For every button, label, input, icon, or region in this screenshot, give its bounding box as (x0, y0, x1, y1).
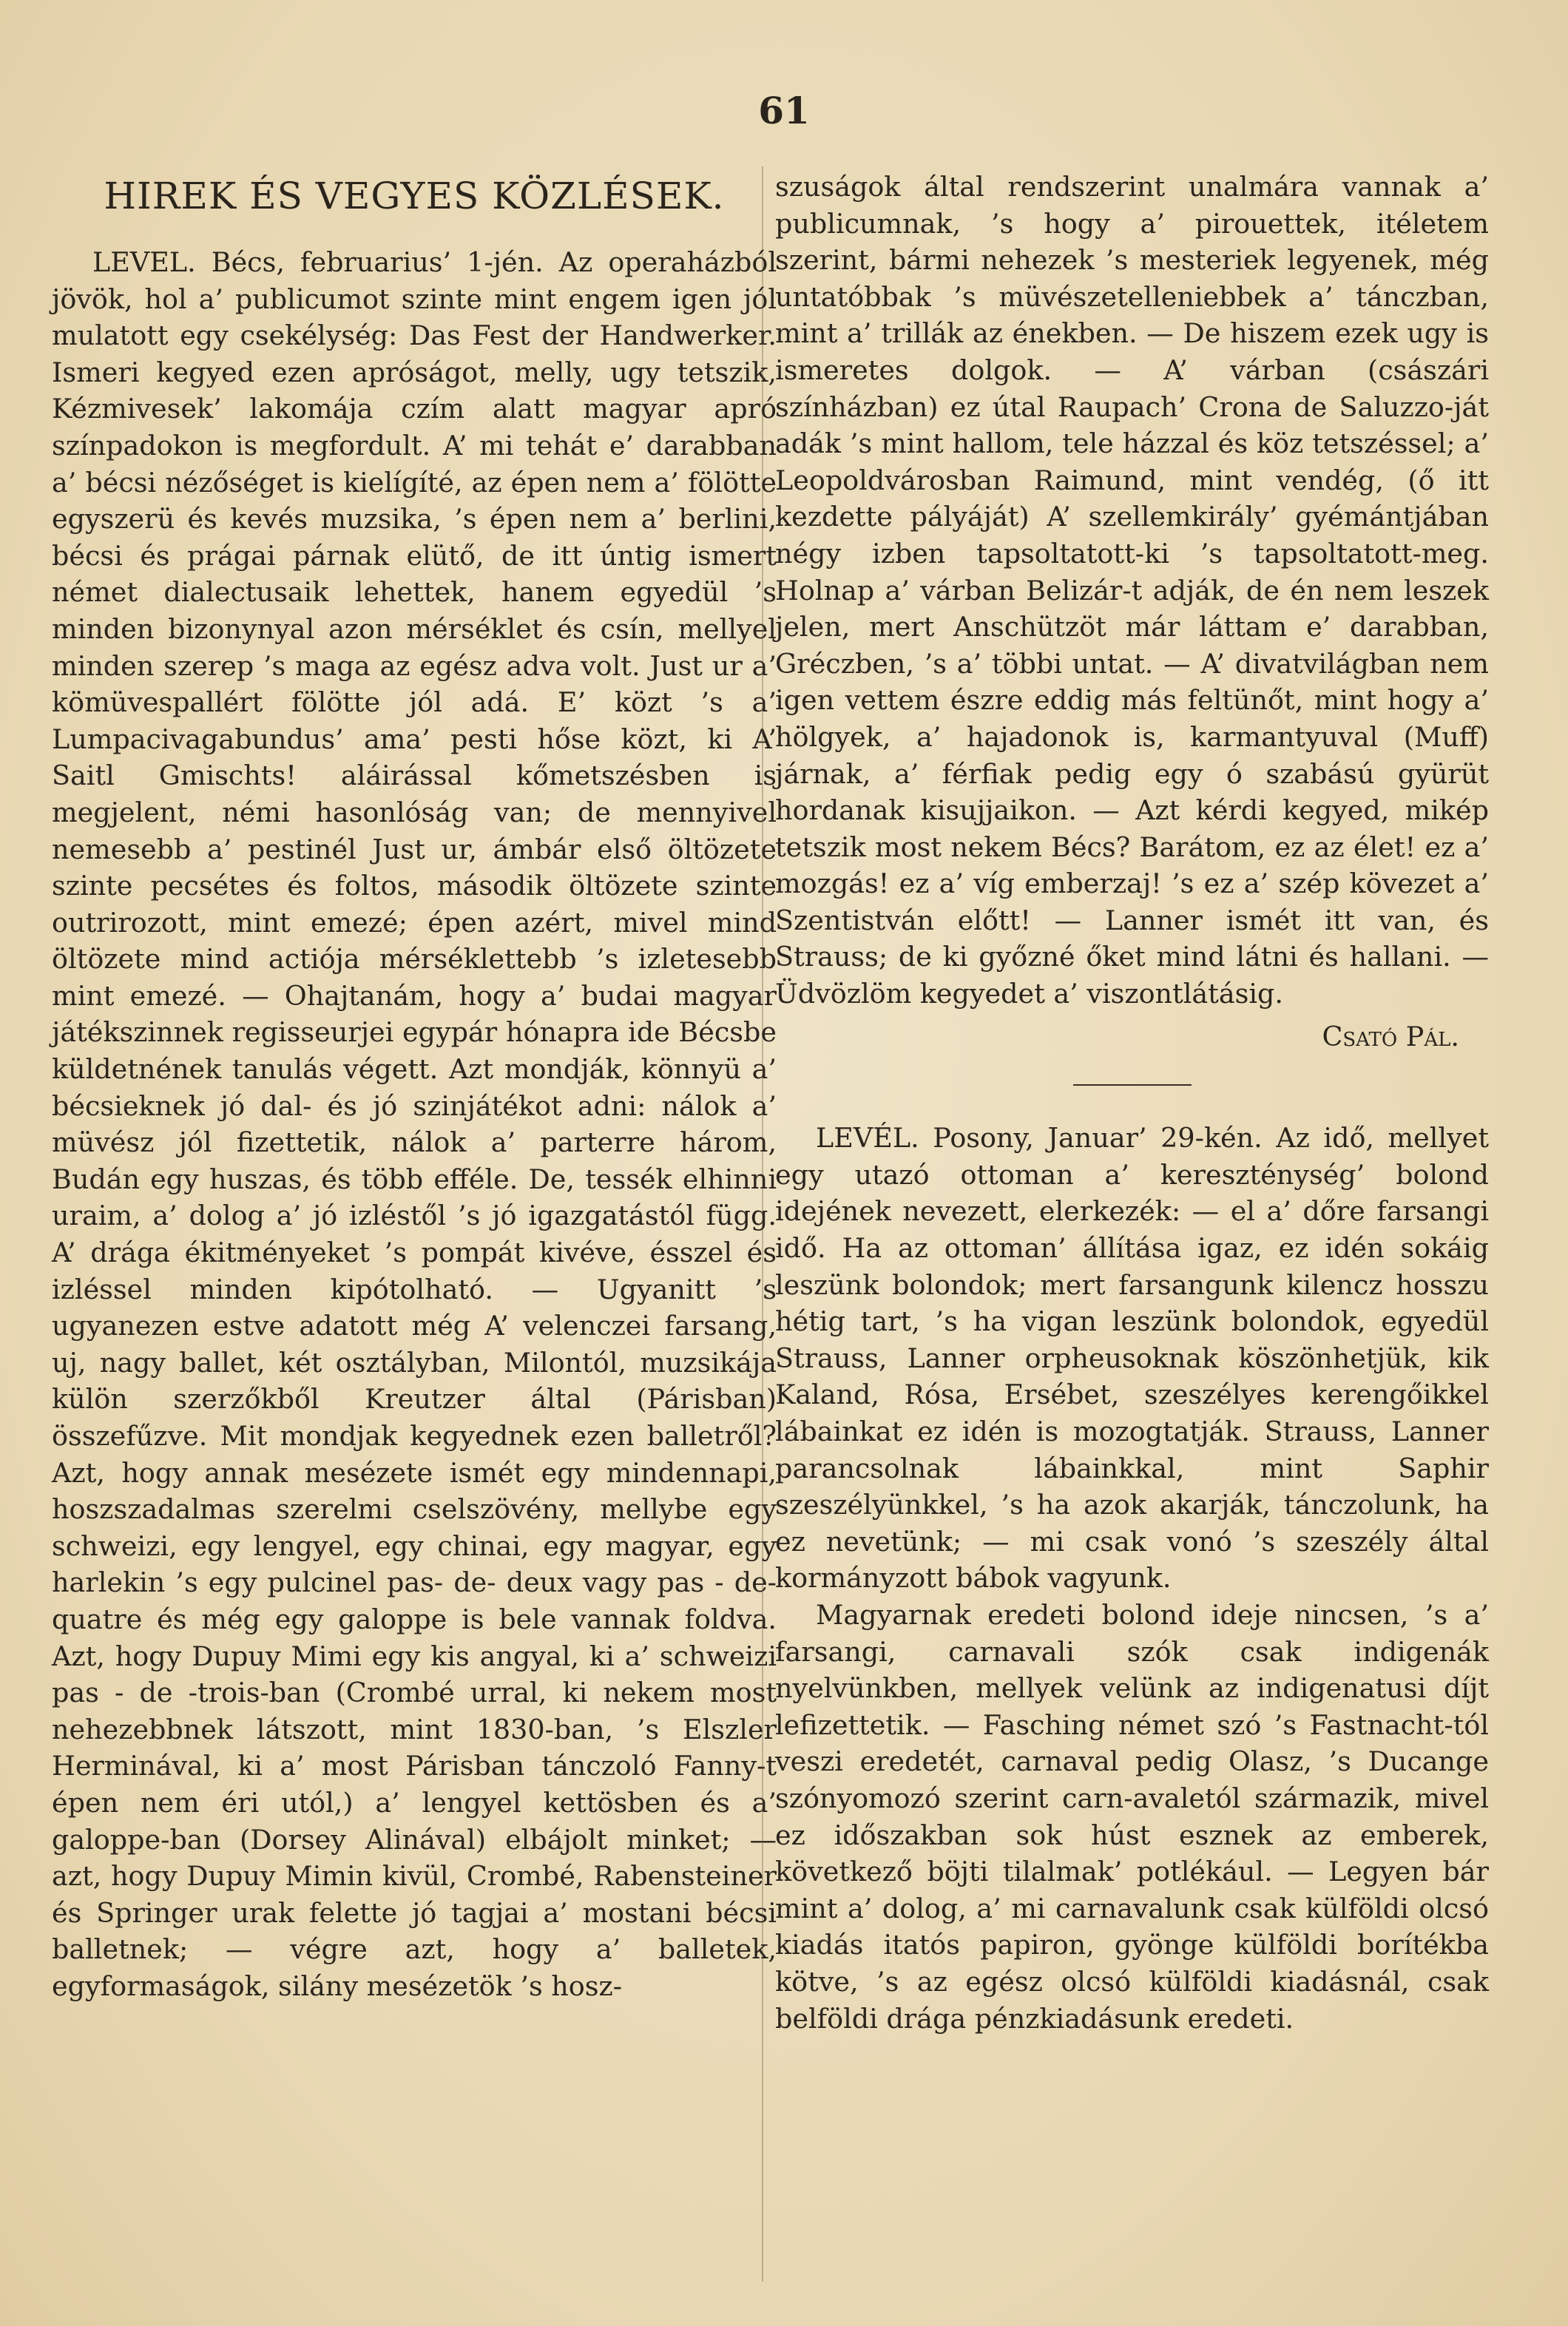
column-divider (762, 166, 763, 2282)
letter-vienna-continuation: szuságok által rendszerint unalmára vannak a’ publicumnak, ’s hogy a’ pirouettek, itéletem szerint, bármi nehezek ’s mesteriek legyenek, még untatóbbak ’s müvészetelleniebbek a’ tánczban, mint a’ trillák az énekben. — De hiszem ezek ugy is ismeretes dolgok. — A’ várban (császári színházban) ez útal Raupach’ Crona de Saluzzo-ját adák ’s mint hallom, tele házzal és köz tetszéssel; a’ Leopoldvárosban Raimund, mint vendég, (ő itt kezdette pályáját) A’ szellemkirály’ gyémántjában négy izben tapsoltatott-ki ’s tapsoltatott-meg. Holnap a’ várban Belizár-t adják, de én nem leszek jelen, mert Anschützöt már láttam e’ darabban, Gréczben, ’s a’ többi untat. — A’ divatvilágban nem igen vettem észre eddig más feltünőt, mint hogy a’ hölgyek, a’ hajadonok is, karmantyuval (Muff) járnak, a’ férfiak pedig egy ó szabású gyürüt hordanak kisujjaikon. — Azt kérdi kegyed, mikép tetszik most nekem Bécs? Barátom, ez az élet! ez a’ mozgás! ez a’ víg emberzaj! ’s ez a’ szép kövezet a’ Szentistván előtt! — Lanner ismét itt van, és Strauss; de ki győzné őket mind látni és hallani. — Üdvözlöm kegyedet a’ viszontlátásig. (775, 171, 1489, 1010)
section-title: HIREK ÉS VEGYES KÖZLÉSEK. (104, 175, 725, 217)
carnival-paragraph: Magyarnak eredeti bolond ideje nincsen, ’s a’ farsangi, carnavali szók csak indigenák nyelvünkben, mellyek velünk az indigenatusi díjt lefizettetik. — Fasching német szó ’s Fastnacht-tól veszi eredetét, carnaval pedig Olasz, ’s Ducange szónyomozó szerint carn-avaletól származik, mivel ez időszakban sok húst esznek az emberek, következő böjti tilalmak’ potlékául. — Legyen bár mint a’ dolog, a’ mi carnavalunk csak külföldi olcsó kiadás itatós papiron, gyönge külföldi borítékba kötve, ’s az egész olcsó külföldi kiadásnál, csak belföldi drága pénzkiadásunk eredeti. (775, 1598, 1489, 2035)
signature: Csató Pál. (1322, 1020, 1459, 1052)
letter-pozsony-paragraph: LEVÉL. Posony, Januar’ 29-kén. Az idő, mellyet egy utazó ottoman a’ kereszténység’ bolond idejének nevezett, elerkezék: — el a’ dőre farsangi idő. Ha az ottoman’ állítása igaz, ez idén sokáig leszünk bolondok; mert farsangunk kilencz hosszu hétig tart, ’s ha vigan leszünk bolondok, egyedül Strauss, Lanner orpheusoknak köszönhetjük, kik Kaland, Rósa, Ersébet, szeszélyes kerengőikkel lábainkat ez idén is mozogtatják. Strauss, Lanner parancsolnak lábainkkal, mint Saphir szeszélyünkkel, ’s ha azok akarják, tánczolunk, ha ez nevetünk; — mi csak vonó ’s szeszély által kormányzott bábok vagyunk. (775, 1122, 1489, 1595)
right-column (775, 169, 1489, 2037)
left-column (52, 155, 777, 2005)
separator-rule (1073, 1084, 1192, 1086)
page-number: 61 (758, 89, 810, 132)
letter-vienna-paragraph: LEVEL. Bécs, februarius’ 1-jén. Az operaházból jövök, hol a’ publicumot szinte mint engem igen jól mulatott egy csekélység: Das Fest der Handwerker. Ismeri kegyed ezen apróságot, melly, ugy tetszik, Kézmivesek’ lakomája czím alatt magyar apró színpadokon is megfordult. A’ mi tehát e’ darabban a’ bécsi nézőséget is kielígíté, az épen nem a’ fölötte egyszerü és kevés muzsika, ’s épen nem a’ berlini, bécsi és prágai párnak elütő, de itt úntig ismert német dialectusaik lehettek, hanem egyedül ’s minden bizonynyal azon mérséklet és csín, mellyel minden szerep ’s maga az egész adva volt. Just ur a’ kömüvespallért fölötte jól adá. E’ közt ’s a’ Lumpacivagabundus’ ama’ pesti hőse közt, ki A’ Saitl Gmischts! aláirással kőmetszésben is megjelent, némi hasonlóság van; de mennyivel nemesebb a’ pestinél Just ur, ámbár első öltözete szinte pecsétes és foltos, második öltözete szinte outrirozott, mint emezé; épen azért, mivel mind öltözete mind actiója mérséklettebb ’s izletesebb mint emezé. — Ohajtanám, hogy a’ budai magyar játékszinnek regisseurjei egypár hónapra ide Bécsbe küldetnének tanulás végett. Azt mondják, könnyü a’ bécsieknek jó dal- és jó szinjátékot adni: nálok a’ müvész jól fizettetik, nálok a’ parterre három, Budán egy huszas, és több efféle. De, tessék elhinni uraim, a’ dolog a’ jó izléstől ’s jó igazgatástól függ. A’ drága ékitményeket ’s pompát kivéve, ésszel és izléssel minden kipótolható. — Ugyanitt ’s ugyanezen estve adatott még A’ velenczei farsang, uj, nagy ballet, két osztályban, Milontól, muzsikája külön szerzőkből Kreutzer által (Párisban) összefűzve. Mit mondjak kegyednek ezen balletről? Azt, hogy annak mesézete ismét egy mindennapi, hoszszadalmas szerelmi cselszövény, mellybe egy schweizi, egy lengyel, egy chinai, egy magyar, egy harlekin ’s egy pulcinel pas- de- deux vagy pas - de- quatre és még egy galoppe is bele vannak foldva. Azt, hogy Dupuy Mimi egy kis angyal, ki a’ schweizi pas - de -trois-ban (Crombé urral, ki nekem most nehezebbnek látszott, mint 1830-ban, ’s Elszler Herminával, ki a’ most Párisban tánczoló Fanny-t épen nem éri utól,) a’ lengyel kettösben és a’ galoppe-ban (Dorsey Alinával) elbájolt minket; — azt, hogy Dupuy Mimin kivül, Crombé, Rabensteiner és Springer urak felette jó tagjai a’ mostani bécsi balletnek; — végre azt, hogy a’ balletek, egyformaságok, silány mesézetök ’s hosz- (52, 246, 777, 2002)
